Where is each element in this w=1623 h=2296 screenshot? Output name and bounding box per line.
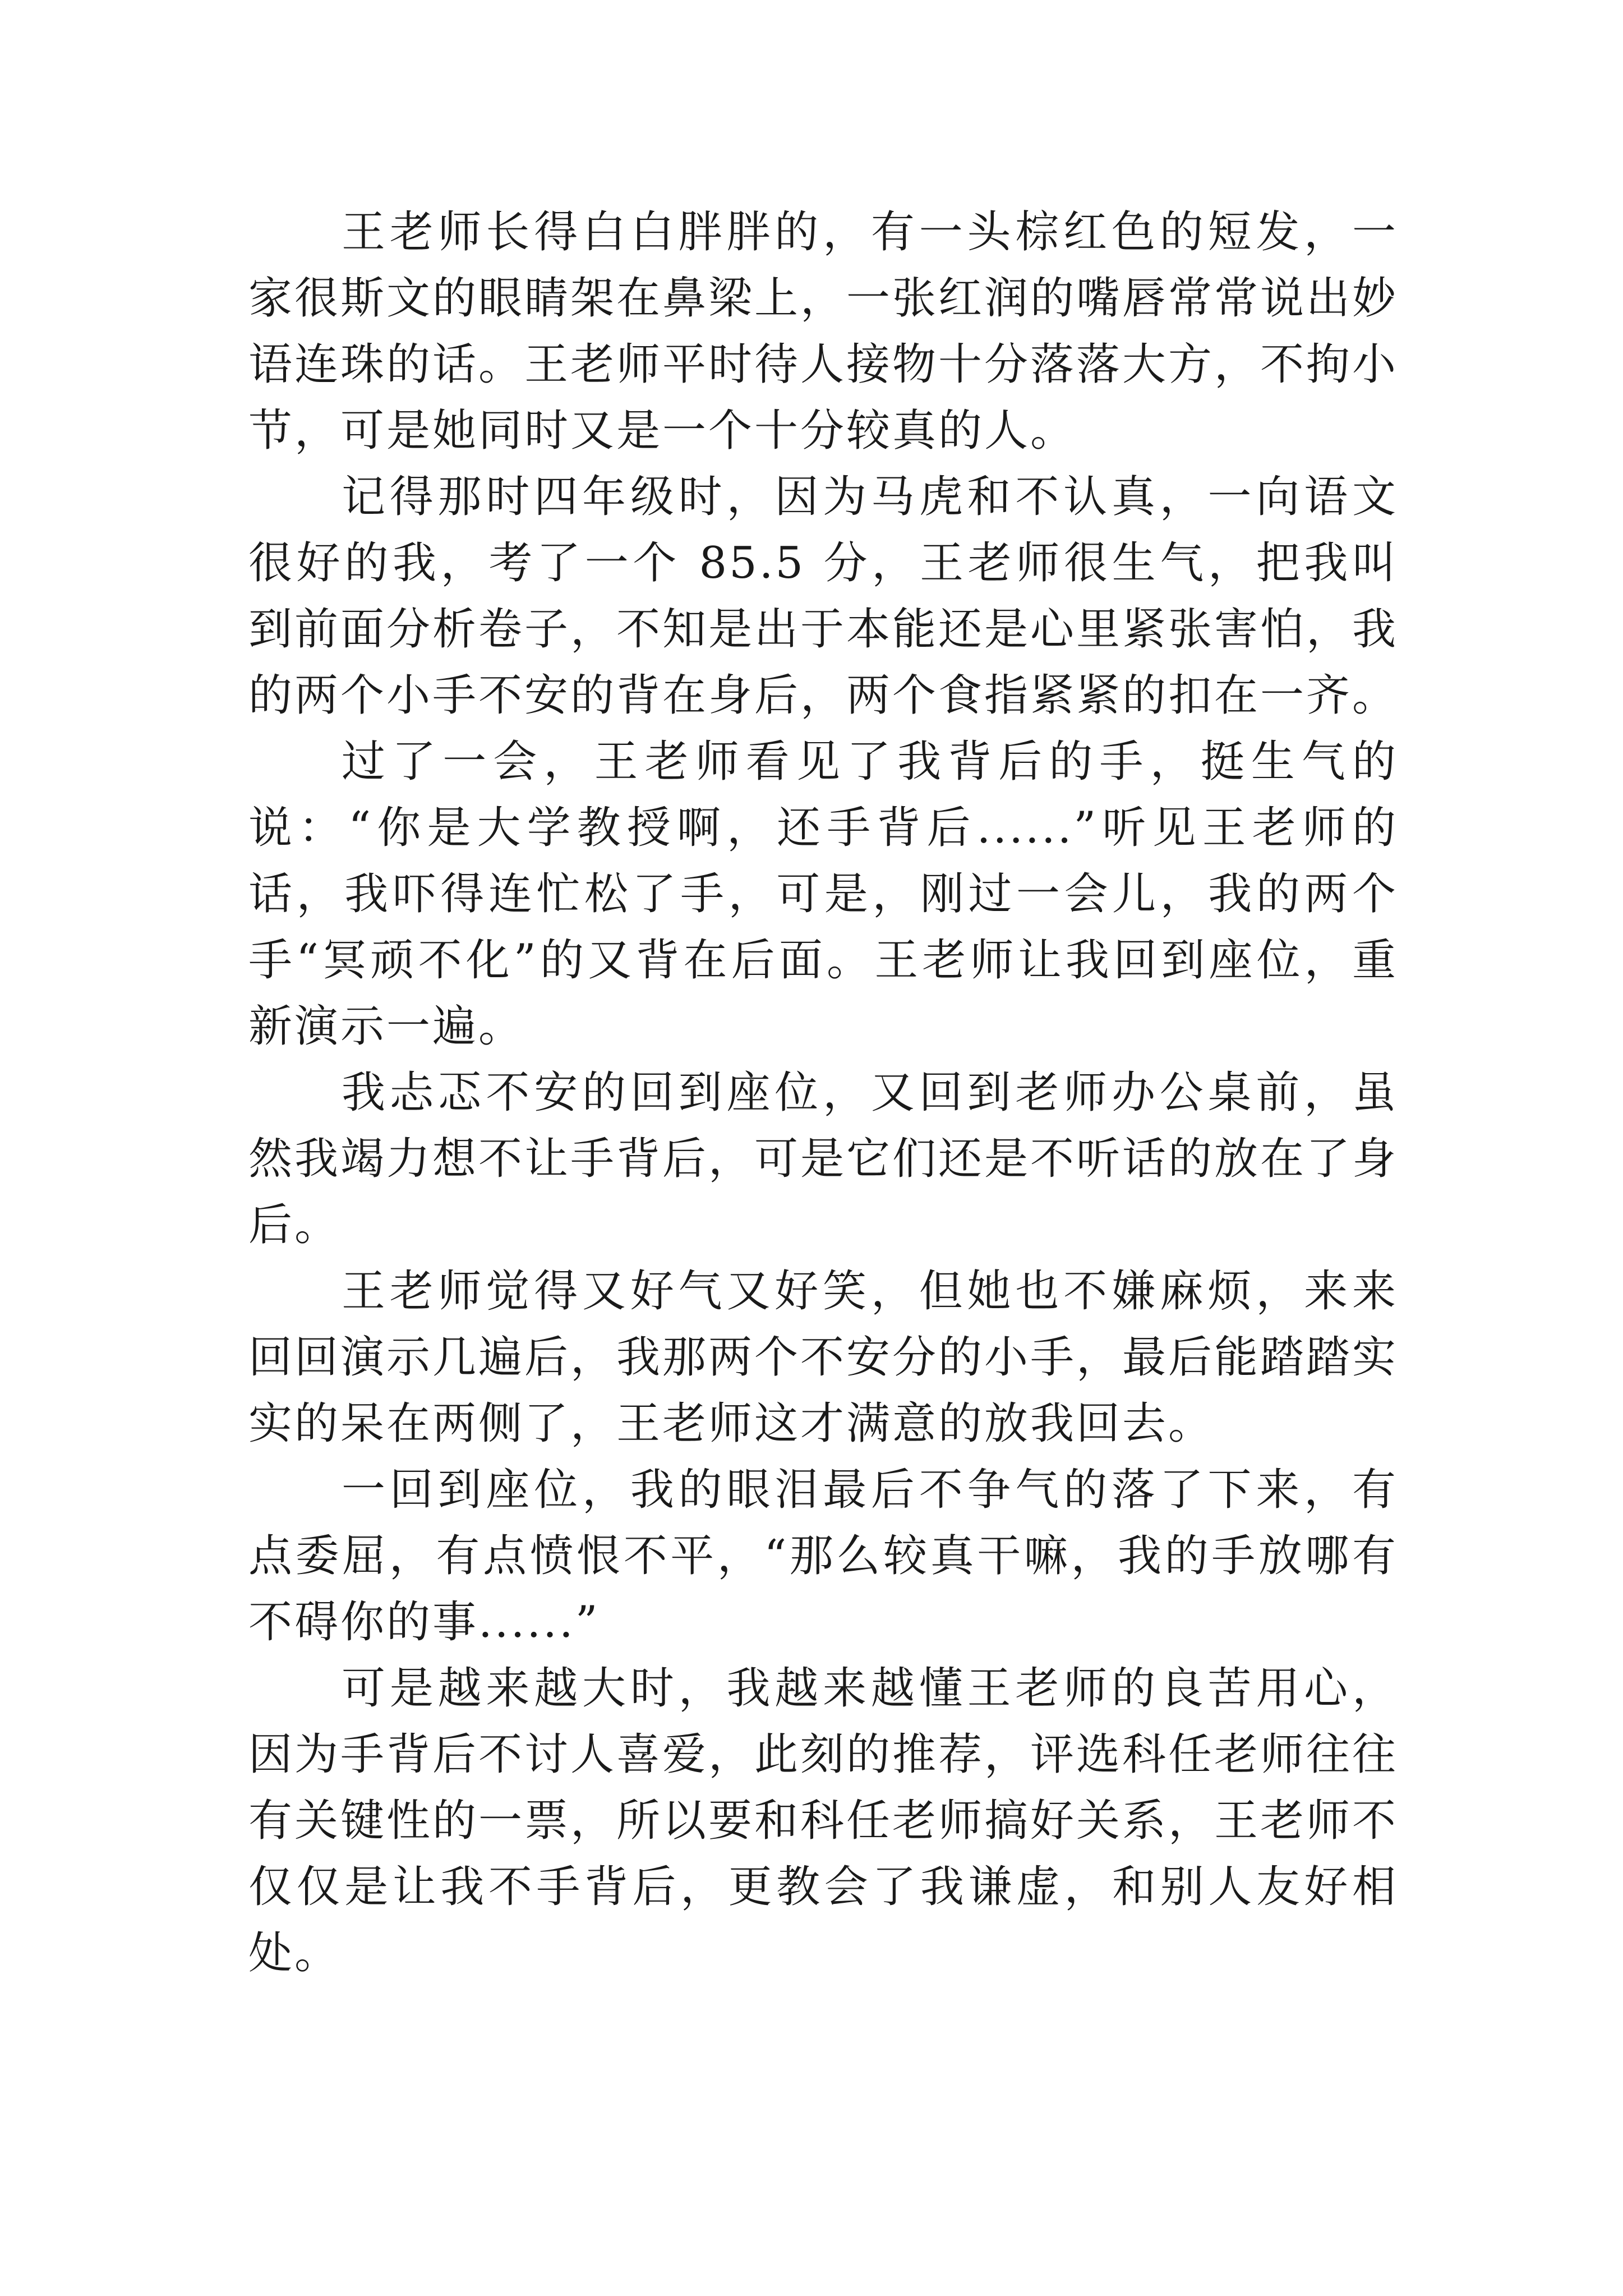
paragraph-3: 过了一会，王老师看见了我背后的手，挺生气的说：“你是大学教授啊，还手背后......”听见王老师的话，我吓得连忙松了手，可是，刚过一会儿，我的两个手“冥顽不化”的又背在后面。王老师让我回到座位，重新演示一遍。 [248, 737, 1398, 1052]
paragraph-5: 王老师觉得又好气又好笑，但她也不嫌麻烦，来来回回演示几遍后，我那两个不安分的小手，最后能踏踏实实的呆在两侧了，王老师这才满意的放我回去。 [248, 1266, 1399, 1449]
paragraph-1: 王老师长得白白胖胖的，有一头棕红色的短发，一家很斯文的眼睛架在鼻梁上，一张红润的嘴唇常常说出妙语连珠的话。王老师平时待人接物十分落落大方，不拘小节，可是她同时又是一个十分较真的人。 [248, 207, 1399, 456]
paragraph-2: 记得那时四年级时，因为马虎和不认真，一向语文很好的我，考了一个 85.5 分，王老师很生气，把我叫到前面分析卷子，不知是出于本能还是心里紧张害怕，我的两个小手不安的背在身后，两个食指紧紧的扣在一齐。 [248, 472, 1399, 721]
document-body [248, 199, 1398, 1986]
paragraph-4: 我忐忑不安的回到座位，又回到老师办公桌前，虽然我竭力想不让手背后，可是它们还是不听话的放在了身后。 [248, 1068, 1399, 1250]
paragraph-7: 可是越来越大时，我越来越懂王老师的良苦用心，因为手背后不讨人喜爱，此刻的推荐，评选科任老师往往有关键性的一票，所以要和科任老师搞好关系，王老师不仅仅是让我不手背后，更教会了我谦虚，和别人友好相处。 [248, 1663, 1399, 1978]
paragraph-6: 一回到座位，我的眼泪最后不争气的落了下来，有点委屈，有点愤恨不平，“那么较真干嘛，我的手放哪有不碍你的事......” [248, 1465, 1398, 1648]
